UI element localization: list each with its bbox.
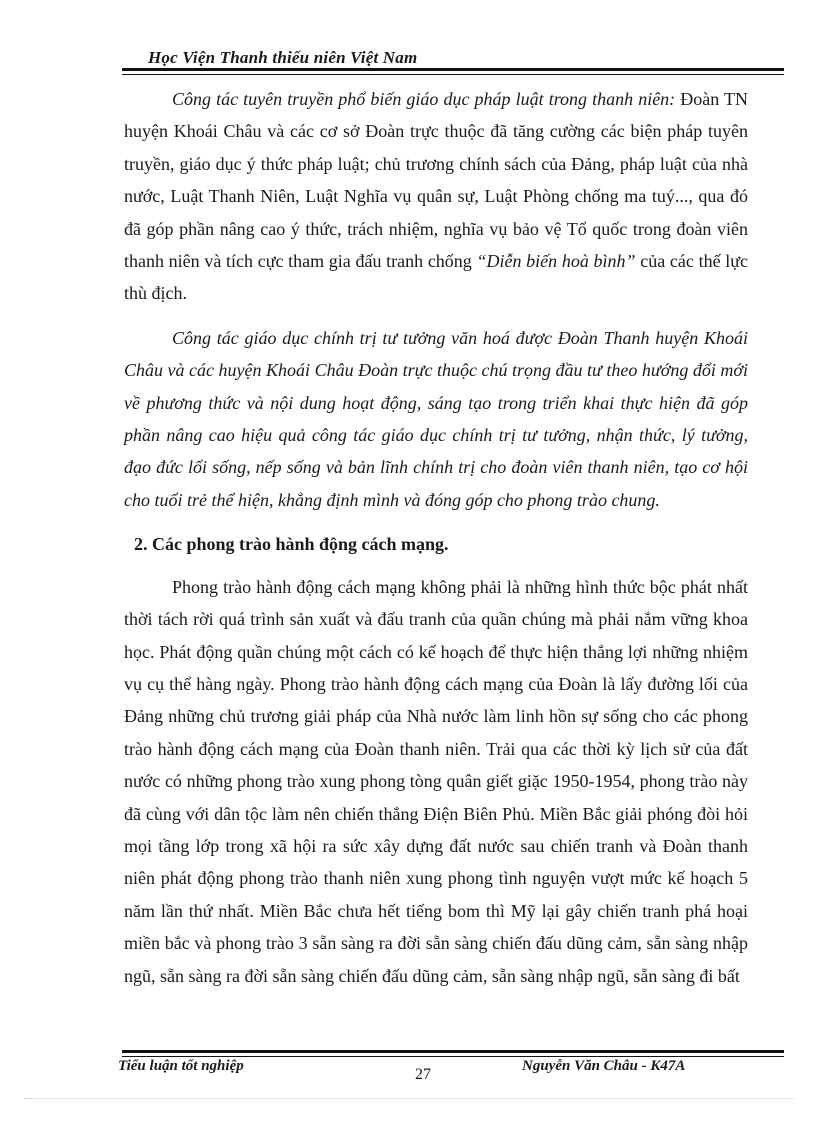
footer-right-text: Nguyễn Văn Châu - K47A [522,1058,686,1074]
quoted-phrase: “Diễn biến hoà bình” [476,251,636,272]
footer-left-text: Tiểu luận tốt nghiệp [118,1058,244,1074]
page-edge-divider [24,1098,794,1099]
paragraph-text-end: của các thế lực thù địch. [124,251,748,304]
paragraph-political-education: Công tác giáo dục chính trị tư tưởng văn hoá được Đoàn Thanh huyện Khoái Châu và các huyện Khoái Châu Đoàn trực thuộc chú trọng đầu tư theo hướng đổi mới về phương thức và nội dung hoạt động, sáng tạo trong triển khai thực hiện đã góp phần nâng cao hiệu quả công tác giáo dục chính trị tư tưởng, nhận thức, lý tưởng, đạo đức lối sống, nếp sống và bản lĩnh chính trị cho đoàn viên thanh niên, tạo cơ hội cho tuổi trẻ thể hiện, khẳng định mình và đóng góp cho phong trào chung. [124,327,748,510]
paragraph-revolutionary-movements: Phong trào hành động cách mạng không phải là những hình thức bộc phát nhất thời tách rời quá trình sản xuất và đấu tranh của quần chúng mà phải nắm vững khoa học. Phát động quần chúng một cách có kế hoạch để thực hiện thắng lợi những nhiệm vụ cụ thể hàng ngày. Phong trào hành động cách mạng của Đoàn là lấy đường lối của Đảng những chủ trương giải pháp của Nhà nước làm linh hồn sự sống cho các phong trào hành động cách mạng của Đoàn thanh niên. Trải qua các thời kỳ lịch sử của đất nước có những phong trào xung phong tòng quân giết giặc 1950-1954, phong trào này đã cùng với dân tộc làm nên chiến thắng Điện Biên Phủ. Miền Bắc giải phóng đòi hỏi mọi tầng lớp trong xã hội ra sức xây dựng đất nước sau chiến tranh và Đoàn thanh niên phát động phong trào thanh niên xung phong tình nguyện vượt mức kế hoạch 5 năm lần thứ nhất. Miền Bắc chưa hết tiếng bom thì Mỹ lại gây chiến tranh phá hoại miền bắc và phong trào 3 sẵn sàng ra đời sẵn sàng chiến đấu dũng cảm, sẵn sàng nhập ngũ, sẵn sàng ra đời sẵn sàng chiến đấu dũng cảm, sẵn sàng nhập ngũ, sẵn sàng đi bất [124,576,748,986]
page-number: 27 [415,1066,431,1083]
paragraph-lead: Công tác tuyên truyền phổ biến giáo dục pháp luật trong thanh niên: [172,89,676,109]
footer-rule [122,1050,784,1057]
header-title: Học Viện Thanh thiếu niên Việt Nam [148,48,418,67]
document-body [124,83,748,992]
paragraph-text: Đoàn TN huyện Khoái Châu và các cơ sở Đoàn trực thuộc đã tăng cường các biện pháp tuyên truyền, giáo dục ý thức pháp luật; chủ trương chính sách của Đảng, pháp luật của nhà nước, Luật Thanh Niên, Luật Nghĩa vụ quân sự, Luật Phòng chống ma tuý..., qua đó đã góp phần nâng cao ý thức, trách nhiệm, nghĩa vụ bảo vệ Tổ quốc trong đoàn viên thanh niên và tích cực tham gia đấu tranh chống [124,89,748,272]
header-rule [122,68,784,75]
paragraph-legal-education [124,83,748,310]
section-heading: 2. Các phong trào hành động cách mạng. [134,534,449,555]
